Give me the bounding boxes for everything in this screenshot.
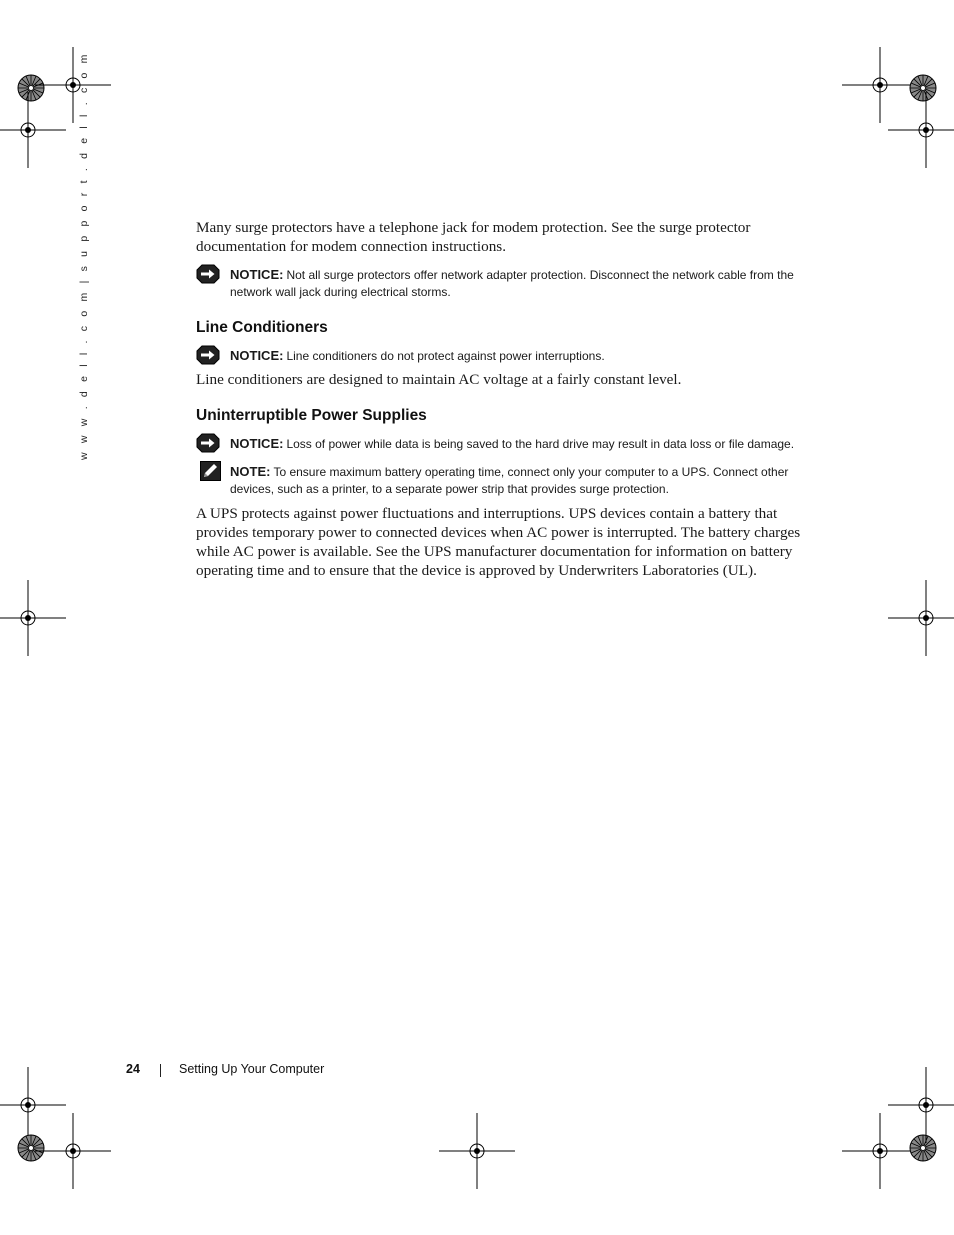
notice-text: Loss of power while data is being saved to the hard drive may result in data loss or file damage. [286, 437, 795, 451]
registration-mark-icon [0, 1067, 66, 1143]
sidebar-url: w w w . d e l l . c o m | s u p p o r t . d e l l . c o m [78, 51, 90, 460]
notice-callout [196, 347, 818, 365]
notice-label: NOTICE: [230, 348, 284, 363]
registration-mark-icon [888, 1067, 954, 1143]
notice-label: NOTICE: [230, 436, 284, 451]
notice-icon [196, 345, 220, 365]
page-footer [126, 1062, 325, 1076]
note-pencil-icon [200, 461, 222, 481]
note-callout [196, 463, 818, 498]
notice-icon [196, 264, 220, 284]
notice-label: NOTICE: [230, 267, 284, 282]
footer-divider [160, 1064, 161, 1077]
registration-mark-icon [18, 75, 44, 101]
notice-callout [196, 435, 818, 453]
registration-mark-icon [18, 1135, 44, 1161]
notice-text: Not all surge protectors offer network adapter protection. Disconnect the network cable from the network wall jack during electrical storms. [230, 268, 794, 299]
registration-mark-icon [35, 1113, 111, 1189]
registration-mark-icon [888, 580, 954, 656]
registration-mark-icon [910, 75, 936, 101]
registration-mark-icon [910, 1135, 936, 1161]
registration-mark-icon [842, 1113, 918, 1189]
section-paragraph: Line conditioners are designed to maintain AC voltage at a fairly constant level. [196, 371, 682, 388]
registration-mark-icon [0, 92, 66, 168]
section-paragraph: A UPS protects against power fluctuations and interruptions. UPS devices contain a battery that provides temporary power to connected devices when AC power is interrupted. The battery charges while AC power is available. See the UPS manufacturer documentation for information on battery operating time and to ensure that the device is approved by Underwriters Laboratories (UL). [196, 505, 801, 579]
page-content [196, 218, 818, 580]
section-heading: Line Conditioners [196, 319, 328, 336]
intro-paragraph: Many surge protectors have a telephone jack for modem protection. See the surge protector documentation for modem connection instructions. [196, 219, 751, 255]
notice-icon [196, 433, 220, 453]
registration-mark-icon [0, 580, 66, 656]
notice-callout [196, 266, 818, 301]
note-text: To ensure maximum battery operating time, connect only your computer to a UPS. Connect other devices, such as a printer, to a separate power strip that provides surge protection. [230, 465, 789, 496]
page-number: 24 [126, 1062, 140, 1076]
registration-mark-icon [35, 47, 111, 123]
note-label: NOTE: [230, 464, 271, 479]
notice-text: Line conditioners do not protect against power interruptions. [286, 349, 605, 363]
registration-mark-icon [842, 47, 918, 123]
chapter-title: Setting Up Your Computer [179, 1062, 325, 1076]
section-heading: Uninterruptible Power Supplies [196, 407, 427, 424]
registration-mark-icon [888, 92, 954, 168]
registration-mark-icon [439, 1113, 515, 1189]
